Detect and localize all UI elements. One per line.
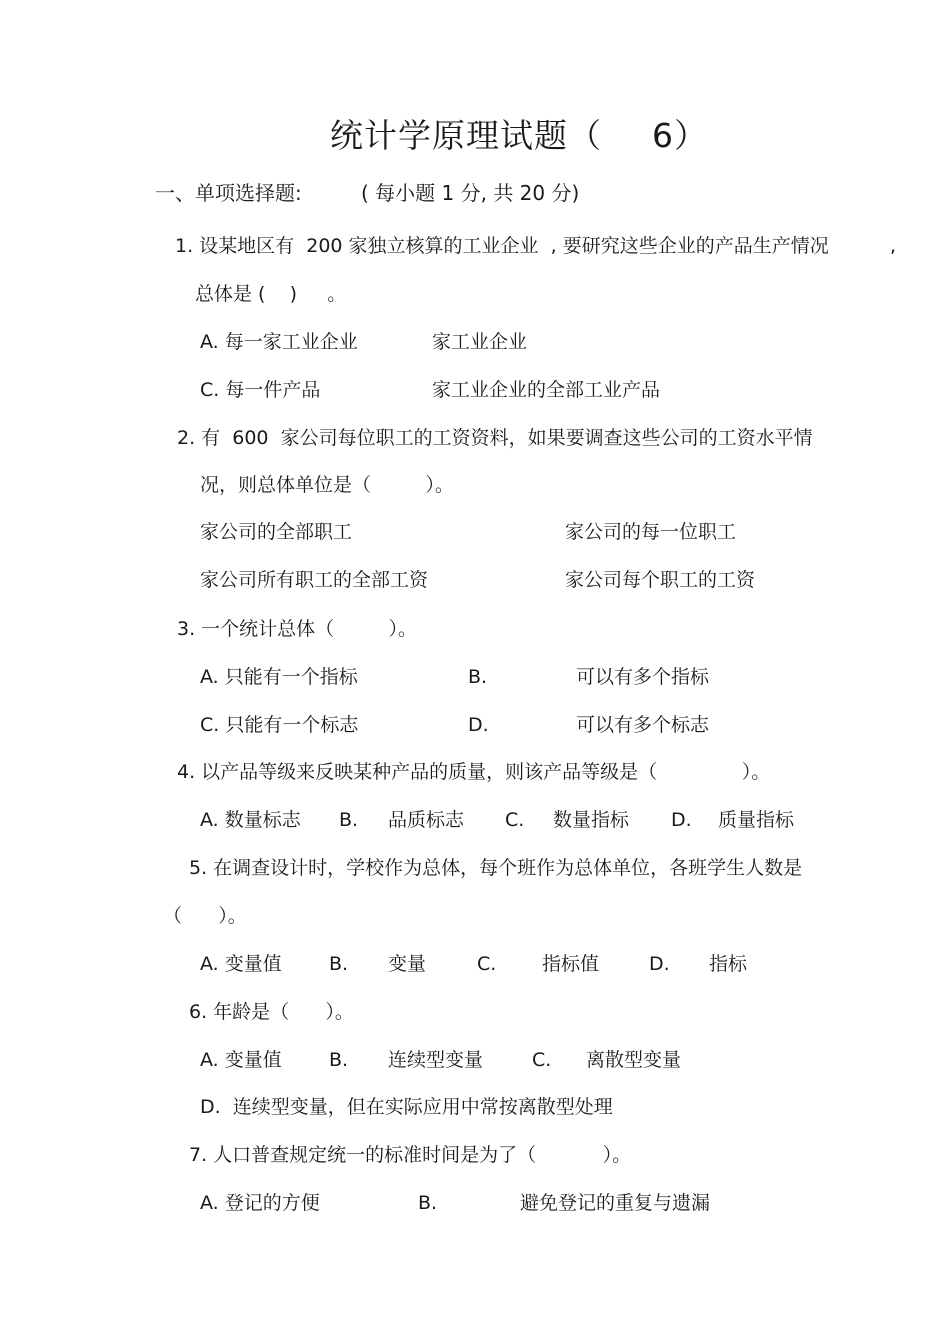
question-7-option-b: 避免登记的重复与遗漏 (520, 1192, 711, 1214)
page-title: 统计学原理试题（ (330, 116, 602, 155)
question-5-option: D. (649, 953, 670, 975)
question-6-option: B. (329, 1049, 349, 1071)
question-4-option: 品质标志 (388, 809, 465, 831)
section-heading: 一、单项选择题: (155, 181, 302, 205)
question-6-option: 离散型变量 (586, 1049, 682, 1071)
question-2-option-d: 家公司每个职工的工资 (565, 569, 756, 591)
question-4-option: D. (671, 809, 692, 831)
question-1-option-b: 家工业企业 (432, 331, 528, 353)
question-4-option: 数量指标 (553, 809, 630, 831)
question-6-option: 连续型变量 (388, 1049, 484, 1071)
question-2-stem-cont: 况，则总体单位是（ ）。 (200, 474, 454, 496)
question-5-option: 变量 (388, 953, 427, 975)
question-7-option-b-letter: B. (418, 1192, 438, 1214)
question-6-option-d: D. 连续型变量，但在实际应用中常按离散型处理 (200, 1096, 613, 1118)
question-3-option-a: A. 只能有一个指标 (200, 666, 358, 688)
question-1-option-d: 家工业企业的全部工业产品 (432, 379, 661, 401)
question-2-option-b: 家公司的每一位职工 (565, 521, 737, 543)
question-3-option-b: 可以有多个指标 (576, 666, 710, 688)
question-5-stem-cont: （ ）。 (163, 905, 247, 927)
question-3-stem: 3. 一个统计总体（ ）。 (177, 618, 418, 640)
question-2-stem: 2. 有 600 家公司每位职工的工资资料，如果要调查这些公司的工资水平情 (177, 427, 813, 449)
question-2-option-a: 家公司的全部职工 (200, 521, 353, 543)
question-6-option: C. (532, 1049, 552, 1071)
question-1-stem-cont: 总体是 ( ) 。 (195, 283, 347, 305)
question-1-stem: 1. 设某地区有 200 家独立核算的工业企业 , 要研究这些企业的产品生产情况 (175, 235, 829, 257)
question-4-stem: 4. 以产品等级来反映某种产品的质量，则该产品等级是（ ）。 (177, 761, 771, 783)
question-4-option: 质量指标 (718, 809, 795, 831)
question-5-option: 指标值 (542, 953, 600, 975)
question-4-option: C. (505, 809, 525, 831)
question-4-option: A. 数量标志 (200, 809, 301, 831)
question-1-option-c: C. 每一件产品 (200, 379, 321, 401)
question-2-option-c: 家公司所有职工的全部工资 (200, 569, 429, 591)
question-5-option: A. 变量值 (200, 953, 282, 975)
question-3-option-d-letter: D. (468, 714, 489, 736)
question-3-option-c: C. 只能有一个标志 (200, 714, 359, 736)
page-title-number: 6） (652, 116, 708, 155)
question-3-option-b-letter: B. (468, 666, 488, 688)
question-5-option: 指标 (709, 953, 748, 975)
question-7-stem: 7. 人口普查规定统一的标准时间是为了（ ）。 (189, 1144, 632, 1166)
question-1-option-a: A. 每一家工业企业 (200, 331, 358, 353)
question-5-option: B. (329, 953, 349, 975)
question-7-option-a: A. 登记的方便 (200, 1192, 320, 1214)
question-6-option: A. 变量值 (200, 1049, 282, 1071)
question-3-option-d: 可以有多个标志 (576, 714, 710, 736)
question-4-option: B. (339, 809, 359, 831)
question-5-option: C. (477, 953, 497, 975)
question-5-stem: 5. 在调查设计时，学校作为总体，每个班作为总体单位，各班学生人数是 (189, 857, 803, 879)
section-note: ( 每小题 1 分, 共 20 分) (361, 181, 580, 205)
question-6-stem: 6. 年龄是（ ）。 (189, 1001, 354, 1023)
question-1-stem-comma: , (890, 235, 897, 257)
